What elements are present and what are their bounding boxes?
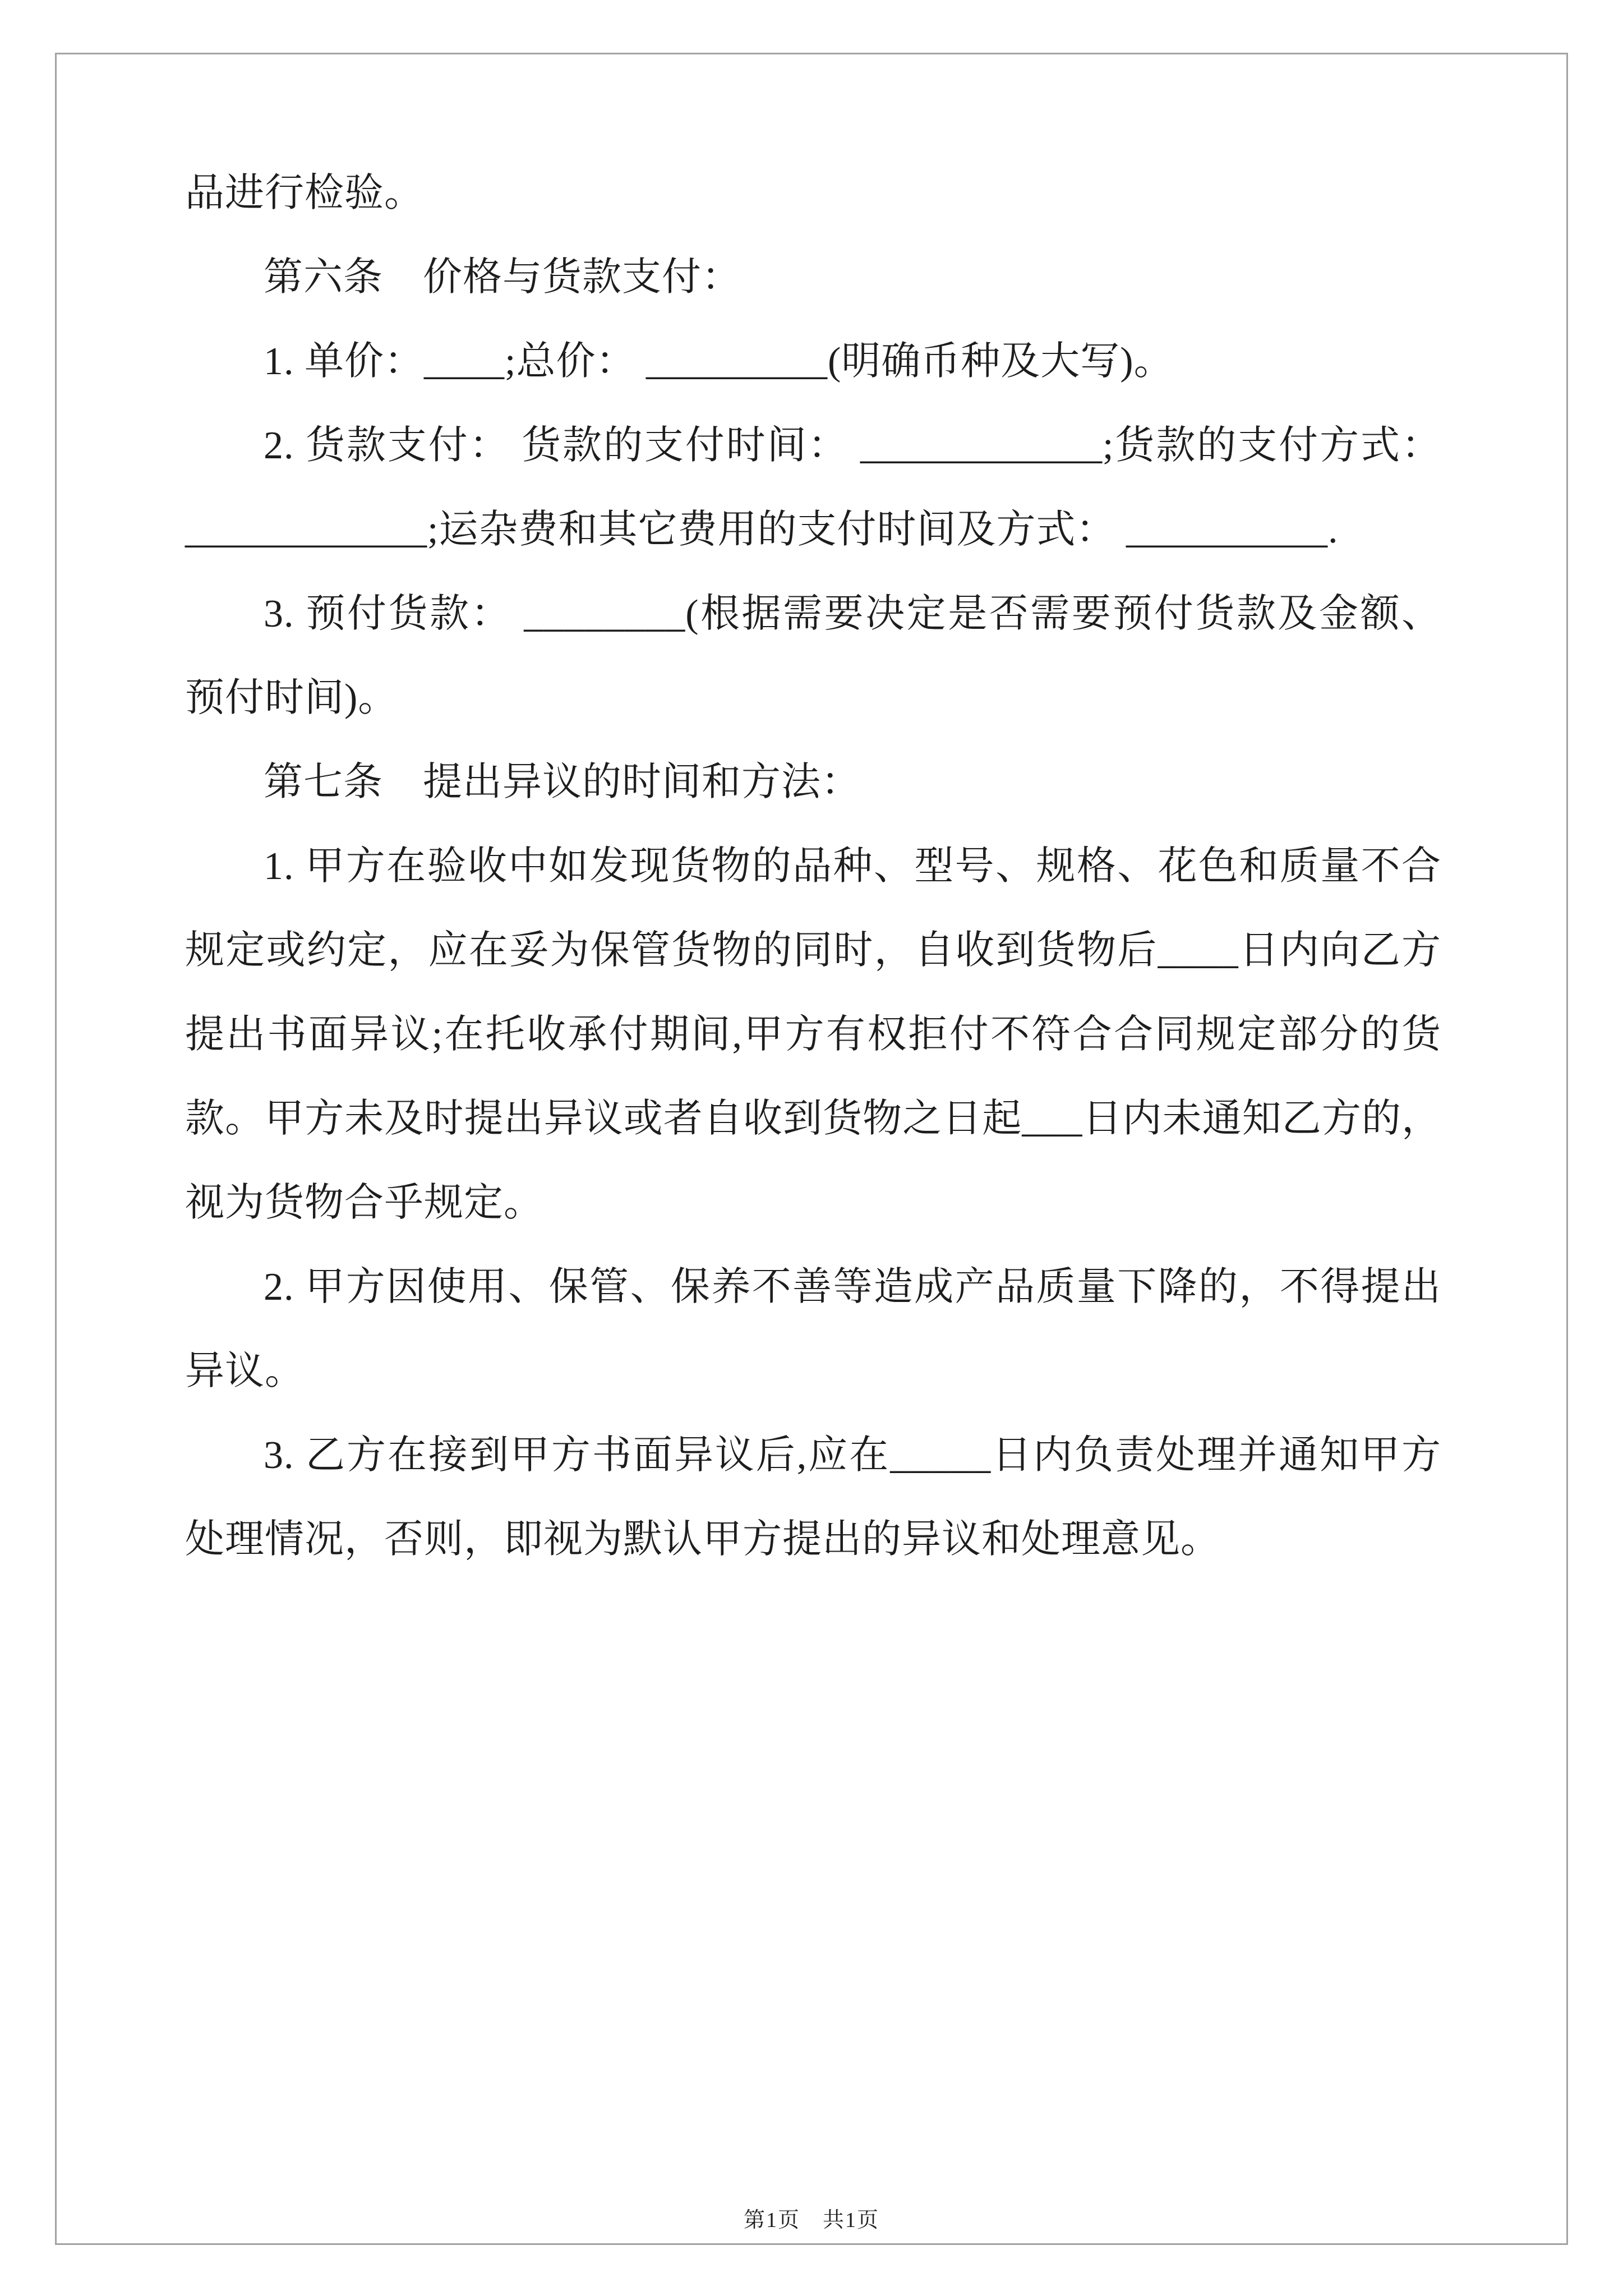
document-content — [185, 151, 1441, 1582]
paragraph-article-7-heading: 第七条 提出异议的时间和方法： — [264, 761, 861, 804]
paragraph-article-7-item-2: 2. 甲方因使用、保管、保养不善等造成产品质量下降的，不得提出异议。 — [185, 1266, 1441, 1393]
paragraph-article-6-item-3: 3. 预付货款： ________(根据需要决定是否需要预付货款及金额、预付时间)。 — [185, 592, 1441, 720]
page-footer: 第1页 共1页 — [743, 2208, 879, 2232]
paragraph-continuation: 品进行检验。 — [185, 172, 424, 215]
paragraph-article-7-item-1: 1. 甲方在验收中如发现货物的品种、型号、规格、花色和质量不合规定或约定，应在妥为保管货物的同时，自收到货物后____日内向乙方提出书面异议;在托收承付期间,甲方有权拒付不符合合同规定部分的货款。甲方未及时提出异议或者自收到货物之日起___日内未通知乙方的，视为货物合乎规定。 — [185, 845, 1441, 1225]
paragraph-article-6-item-2: 2. 货款支付： 货款的支付时间： ____________;货款的支付方式：____________;运杂费和其它费用的支付时间及方式： __________. — [185, 424, 1441, 551]
paragraph-article-6-heading: 第六条 价格与货款支付： — [264, 256, 741, 299]
paragraph-article-6-item-1: 1. 单价：____;总价： _________(明确币种及大写)。 — [264, 340, 1174, 383]
paragraph-article-7-item-3: 3. 乙方在接到甲方书面异议后,应在_____日内负责处理并通知甲方处理情况，否则，即视为默认甲方提出的异议和处理意见。 — [185, 1434, 1441, 1561]
